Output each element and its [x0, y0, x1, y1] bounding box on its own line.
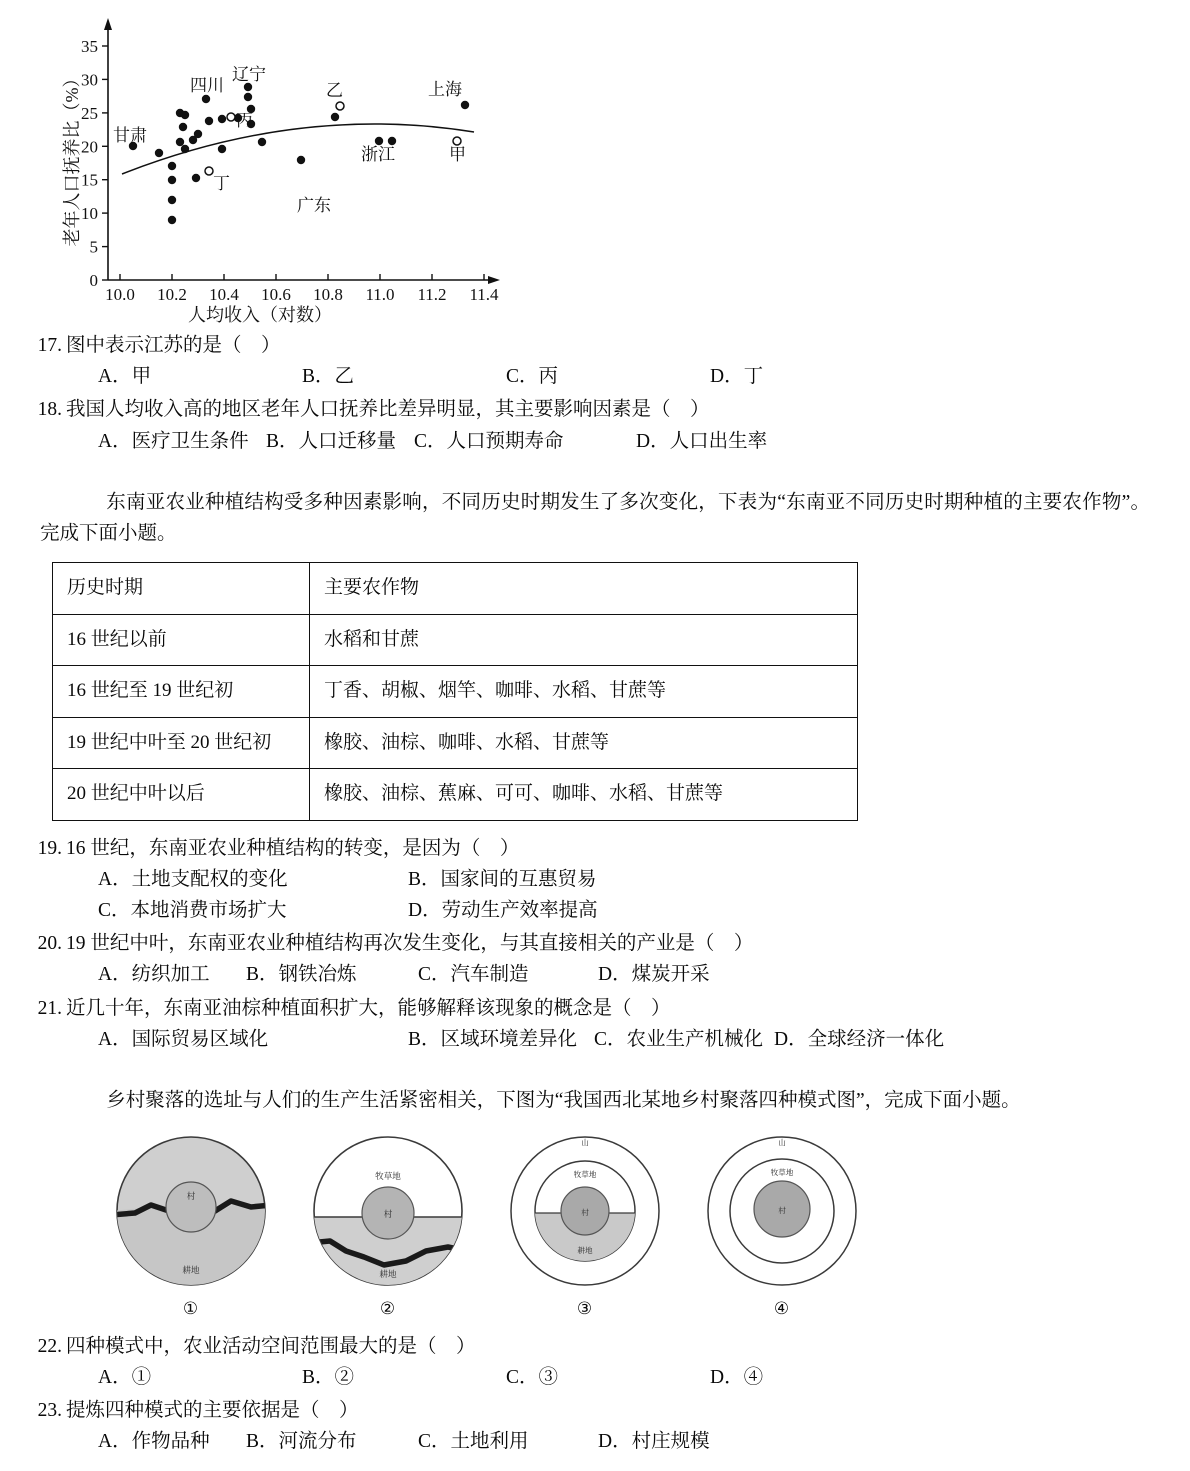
option-23-b[interactable]: B．河流分布 — [246, 1431, 357, 1453]
y-tick-25: 25 — [81, 103, 98, 123]
option-22-a[interactable]: A．① — [98, 1366, 152, 1388]
option-20-c[interactable]: C．汽车制造 — [418, 964, 529, 986]
question-21-text: 近几十年，东南亚油棕种植面积扩大，能够解释该现象的概念是（ ） — [66, 997, 671, 1019]
x-tick-10-2: 10.2 — [157, 285, 187, 304]
village-diagram-4-center-label: 村 — [777, 1205, 786, 1215]
table-row — [53, 614, 858, 666]
crop-history-table — [52, 562, 858, 821]
village-diagram-3-caption: ③ — [576, 1298, 593, 1318]
village-diagram-3-svg — [499, 1129, 671, 1297]
question-19-options-row1 — [66, 865, 1150, 895]
y-tick-5: 5 — [89, 237, 98, 257]
question-22-number: 22. — [37, 1335, 62, 1357]
village-model-diagrams — [0, 1129, 1190, 1319]
x-tick-11-0: 11.0 — [365, 285, 395, 304]
village-diagram-2-top-label: 牧草地 — [374, 1170, 401, 1181]
village-diagram-3-top-label: 牧草地 — [573, 1169, 596, 1179]
village-diagram-2-svg — [302, 1129, 474, 1297]
question-18-options — [66, 427, 1150, 457]
table-header-crops: 主要农作物 — [310, 563, 858, 615]
question-19-number: 19. — [37, 837, 62, 859]
y-tick-10: 10 — [81, 204, 98, 224]
option-17-a[interactable]: A．甲 — [98, 366, 152, 388]
table-header-period: 历史时期 — [53, 563, 310, 615]
option-19-d[interactable]: D．劳动生产效率提高 — [408, 899, 598, 921]
x-axis-label: 人均收入（对数） — [188, 305, 332, 325]
question-18 — [37, 395, 1150, 425]
question-17-text: 图中表示江苏的是（ ） — [66, 335, 281, 356]
annotation-jia: 甲 — [449, 145, 466, 164]
option-18-d[interactable]: D．人口出生率 — [636, 430, 768, 452]
annotation-ding: 丁 — [213, 174, 230, 193]
question-23 — [37, 1396, 1150, 1426]
annotation-bing: 丙 — [236, 111, 253, 130]
option-22-d[interactable]: D．④ — [710, 1366, 764, 1388]
y-tick-20: 20 — [81, 137, 98, 157]
question-19-options-row2 — [66, 896, 1150, 926]
annotation-sichuan: 四川 — [190, 76, 224, 95]
question-20-number: 20. — [37, 933, 62, 955]
option-18-c[interactable]: C．人口预期寿命 — [414, 430, 564, 452]
table-row — [53, 769, 858, 821]
option-19-c[interactable]: C．本地消费市场扩大 — [98, 899, 287, 921]
option-21-d[interactable]: D．全球经济一体化 — [774, 1028, 945, 1050]
option-17-d[interactable]: D．丁 — [710, 366, 764, 388]
question-17-options — [66, 362, 1150, 392]
annotation-liaoning: 辽宁 — [232, 65, 266, 84]
table-row — [53, 717, 858, 769]
intro-village-settlement: 乡村聚落的选址与人们的生产生活紧密相关，下图为“我国西北某地乡村聚落四种模式图”，完成下面小题。 — [106, 1090, 1021, 1112]
village-diagram-3-center-label: 村 — [580, 1207, 589, 1217]
village-diagram-2-caption: ② — [379, 1298, 396, 1318]
annotation-yi: 乙 — [326, 81, 343, 100]
y-axis-label: 老年人口抚养比（%） — [62, 69, 82, 247]
y-tick-35: 35 — [81, 37, 98, 56]
option-20-a[interactable]: A．纺织加工 — [98, 964, 210, 986]
question-23-options — [66, 1427, 1150, 1457]
table-cell-crops: 丁香、胡椒、烟竿、咖啡、水稻、甘蔗等 — [310, 666, 858, 718]
x-tick-11-2: 11.2 — [417, 285, 447, 304]
option-23-a[interactable]: A．作物品种 — [98, 1431, 210, 1453]
table-cell-period: 20 世纪中叶以后 — [53, 769, 310, 821]
village-diagram-1-svg — [105, 1129, 277, 1297]
option-18-b[interactable]: B．人口迁移量 — [266, 430, 397, 452]
x-tick-10-4: 10.4 — [209, 285, 239, 304]
question-23-text: 提炼四种模式的主要依据是（ ） — [66, 1400, 359, 1422]
village-diagram-4-svg — [696, 1129, 868, 1297]
question-21-number: 21. — [37, 997, 62, 1019]
intro-southeast-asia: 东南亚农业种植结构受多种因素影响，不同历史时期发生了多次变化，下表为“东南亚不同历史时期种植的主要农作物”。完成下面小题。 — [40, 491, 1150, 545]
village-diagram-1-center-label: 村 — [186, 1190, 195, 1201]
village-diagram-4-top-label: 牧草地 — [770, 1167, 793, 1177]
population-dependency-scatter-chart — [0, 8, 520, 328]
option-20-b[interactable]: B．钢铁冶炼 — [246, 964, 357, 986]
option-21-c[interactable]: C．农业生产机械化 — [594, 1028, 764, 1050]
option-23-d[interactable]: D．村庄规模 — [598, 1431, 710, 1453]
table-cell-crops: 水稻和甘蔗 — [310, 614, 858, 666]
village-diagram-4 — [683, 1129, 880, 1319]
y-tick-0: 0 — [89, 271, 98, 290]
question-19-text: 16 世纪，东南亚农业种植结构的转变，是因为（ ） — [66, 837, 520, 859]
option-21-a[interactable]: A．国际贸易区域化 — [98, 1028, 269, 1050]
exam-page — [0, 8, 1190, 1471]
question-22-options — [66, 1363, 1150, 1393]
question-22 — [37, 1332, 1150, 1362]
annotation-zhejiang: 浙江 — [361, 145, 395, 164]
village-diagram-1-bottom-label: 耕地 — [181, 1264, 200, 1275]
option-22-c[interactable]: C．③ — [506, 1366, 559, 1388]
village-diagram-1 — [92, 1129, 289, 1319]
annotation-gansu: 甘肃 — [113, 126, 147, 145]
x-tick-11-4: 11.4 — [469, 285, 499, 304]
table-row — [53, 666, 858, 718]
village-diagram-1-caption: ① — [182, 1298, 199, 1318]
question-20-options — [66, 960, 1150, 990]
annotation-shanghai: 上海 — [428, 80, 462, 99]
question-20-text: 19 世纪中叶，东南亚农业种植结构再次发生变化，与其直接相关的产业是（ ） — [66, 933, 754, 955]
table-header-row — [53, 563, 858, 615]
option-17-c[interactable]: C．丙 — [506, 366, 559, 388]
village-core-1 — [166, 1182, 216, 1232]
table-cell-crops: 橡胶、油棕、蕉麻、可可、咖啡、水稻、甘蔗等 — [310, 769, 858, 821]
y-tick-15: 15 — [81, 170, 98, 190]
x-tick-10-6: 10.6 — [261, 285, 291, 304]
option-18-a[interactable]: A．医疗卫生条件 — [98, 430, 249, 452]
option-22-b[interactable]: B．② — [302, 1366, 355, 1388]
table-cell-period: 16 世纪以前 — [53, 614, 310, 666]
village-diagram-3-bottom-label: 耕地 — [576, 1245, 593, 1255]
question-18-number: 18. — [37, 399, 62, 421]
table-cell-crops: 橡胶、油棕、咖啡、水稻、甘蔗等 — [310, 717, 858, 769]
x-tick-10-0: 10.0 — [105, 285, 135, 304]
option-20-d[interactable]: D．煤炭开采 — [598, 964, 710, 986]
village-diagram-2-center-label: 村 — [383, 1208, 392, 1219]
option-21-b[interactable]: B．区域环境差异化 — [408, 1028, 578, 1050]
question-19 — [37, 834, 1150, 864]
table-cell-period: 16 世纪至 19 世纪初 — [53, 666, 310, 718]
question-21 — [37, 994, 1150, 1024]
chart-svg — [0, 8, 520, 328]
question-22-text: 四种模式中，农业活动空间范围最大的是（ ） — [66, 1335, 476, 1357]
option-23-c[interactable]: C．土地利用 — [418, 1431, 529, 1453]
questions-19-21 — [0, 834, 1190, 1056]
question-23-number: 23. — [37, 1400, 62, 1422]
question-20 — [37, 929, 1150, 959]
village-diagram-3 — [486, 1129, 683, 1319]
village-diagram-4-outer-label: 山 — [777, 1137, 786, 1147]
option-17-b[interactable]: B．乙 — [302, 366, 355, 388]
y-tick-30: 30 — [81, 70, 98, 90]
questions-17-18 — [0, 331, 1190, 457]
village-diagram-2-bottom-label: 耕地 — [378, 1268, 397, 1279]
questions-22-23 — [0, 1332, 1190, 1458]
village-diagram-4-caption: ④ — [773, 1298, 790, 1318]
question-17-number: 17. — [37, 335, 62, 356]
village-diagram-3-outer-label: 山 — [580, 1137, 589, 1147]
option-19-a[interactable]: A．土地支配权的变化 — [98, 868, 288, 890]
question-18-text: 我国人均收入高的地区老年人口抚养比差异明显，其主要影响因素是（ ） — [66, 399, 710, 421]
village-diagram-2 — [289, 1129, 486, 1319]
question-17 — [37, 331, 1150, 361]
question-21-options — [66, 1025, 1150, 1055]
annotation-guangdong: 广东 — [297, 196, 331, 215]
option-19-b[interactable]: B．国家间的互惠贸易 — [408, 868, 597, 890]
table-cell-period: 19 世纪中叶至 20 世纪初 — [53, 717, 310, 769]
x-tick-10-8: 10.8 — [313, 285, 343, 304]
